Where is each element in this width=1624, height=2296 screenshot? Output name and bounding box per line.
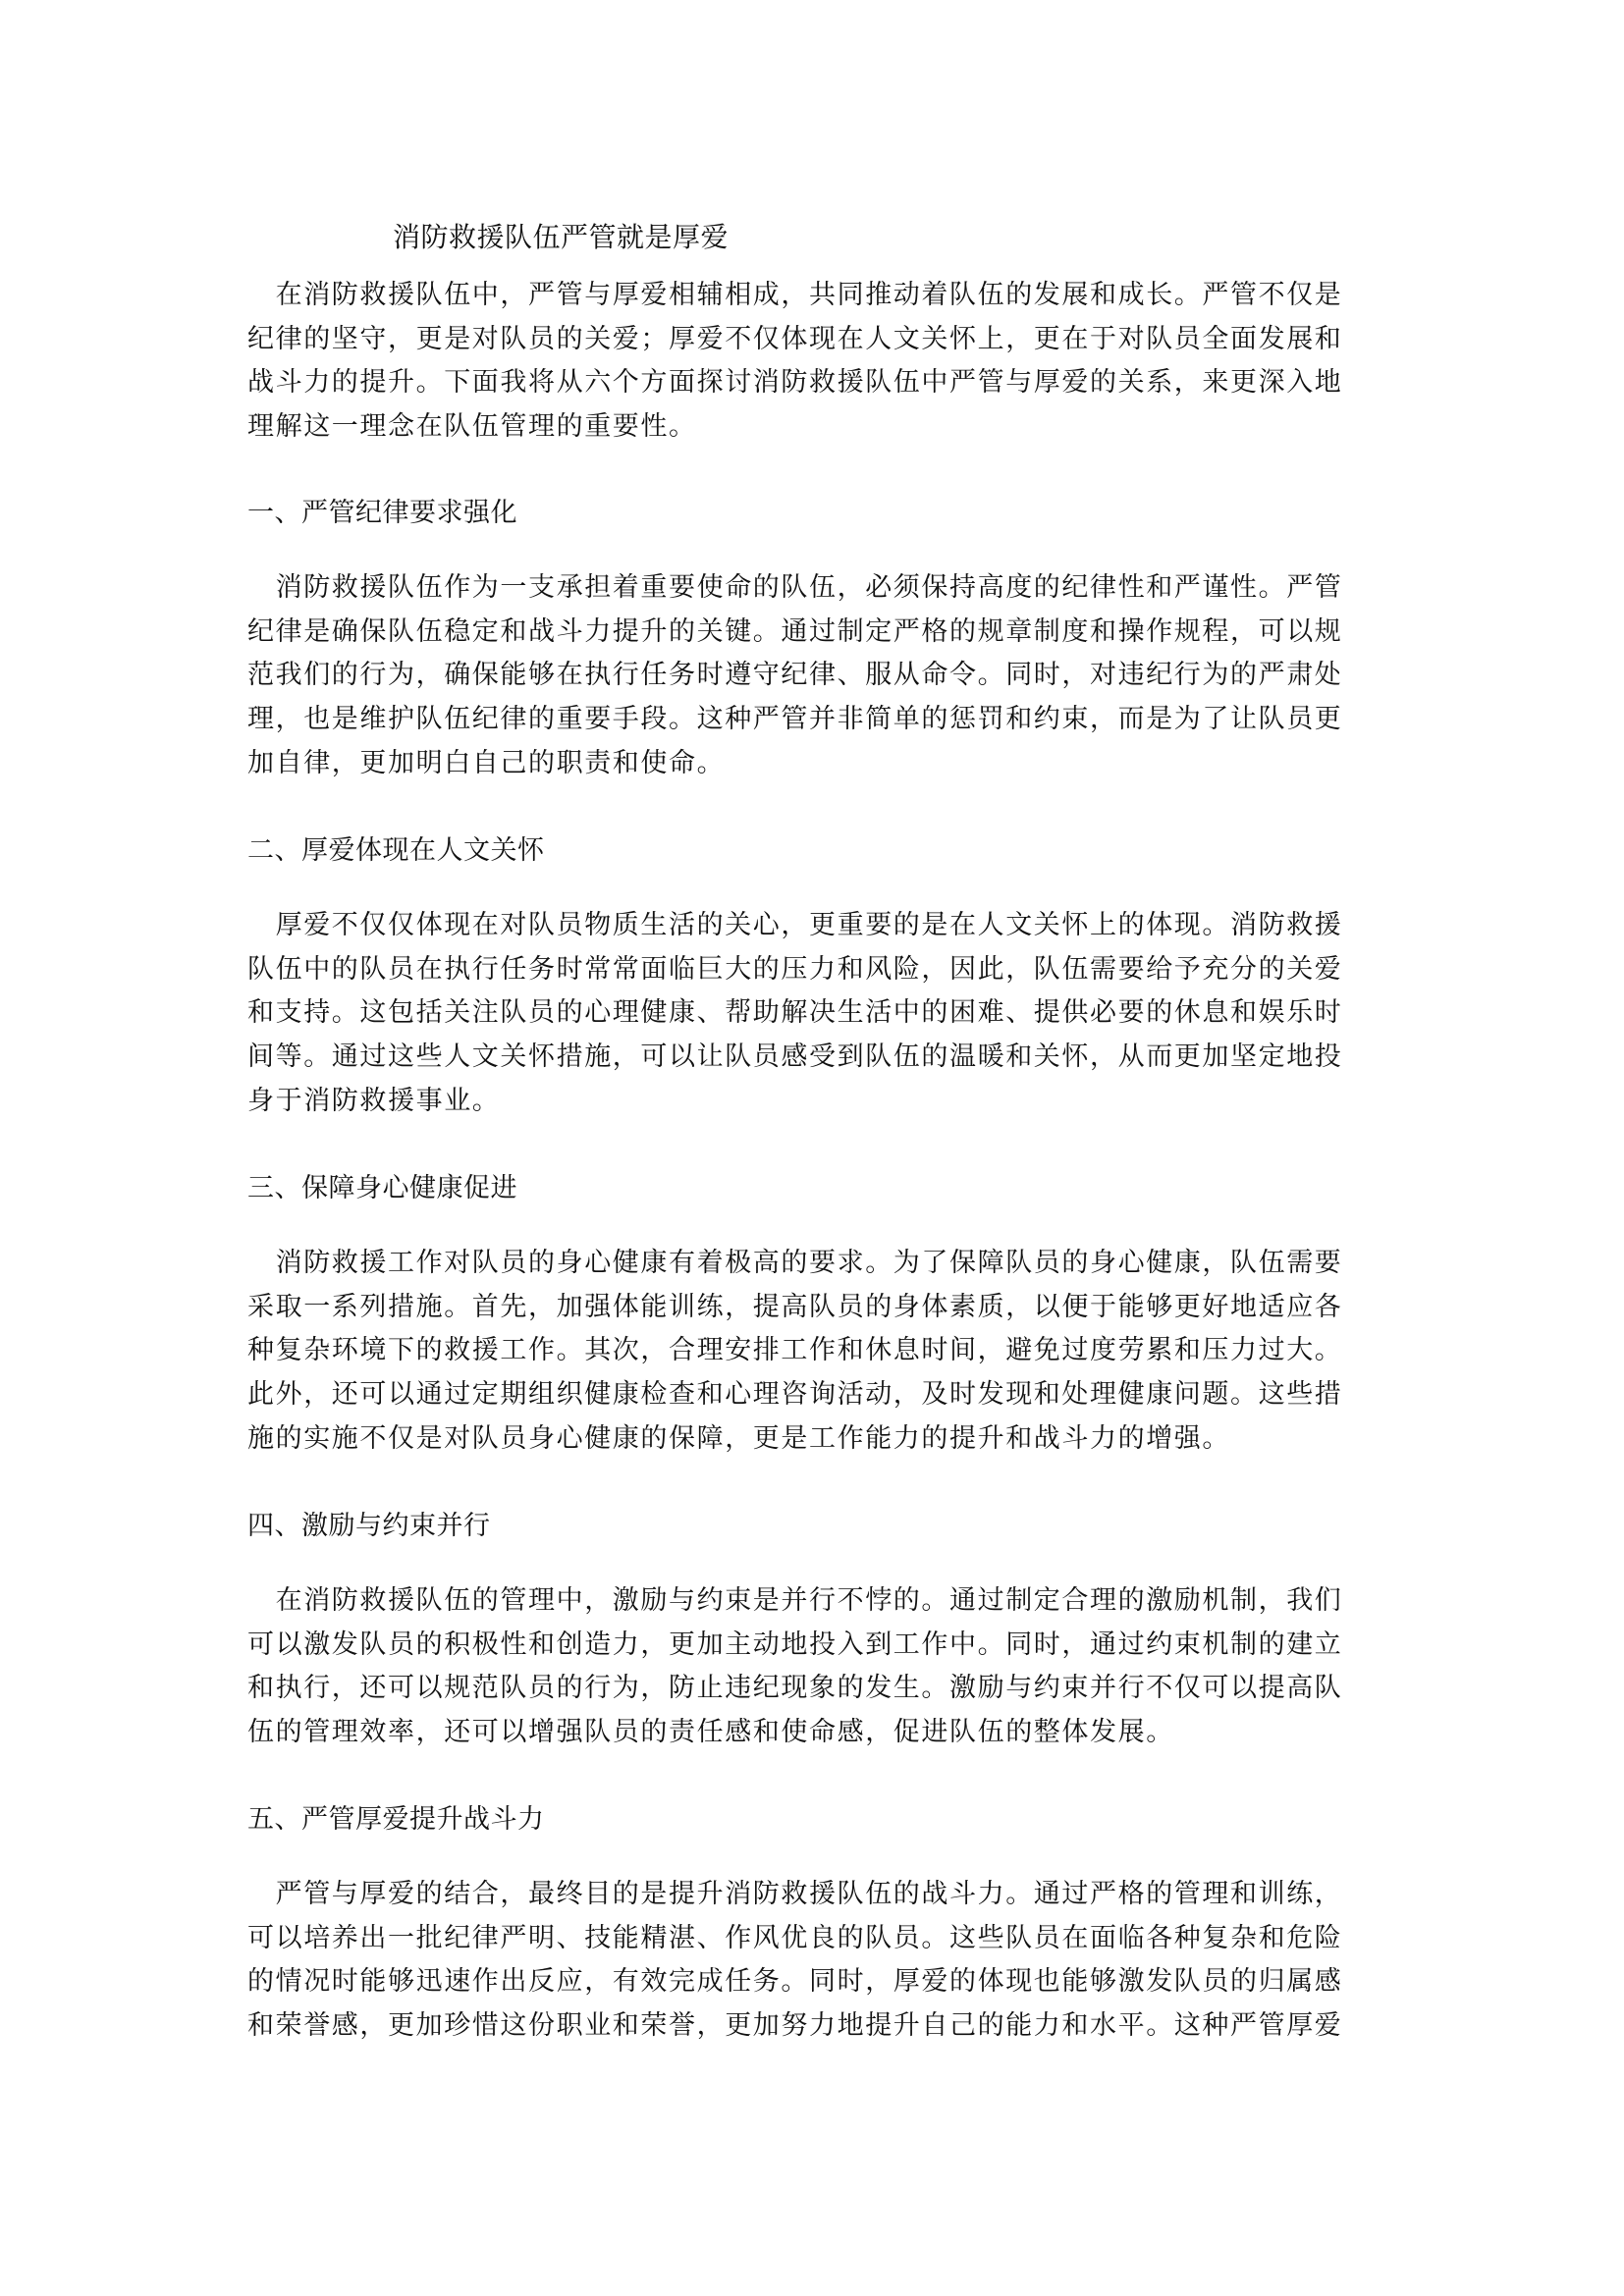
section-heading-5: 五、严管厚爱提升战斗力 bbox=[247, 1804, 545, 1835]
section-heading-1: 一、严管纪律要求强化 bbox=[247, 498, 517, 528]
paragraph-line: 理解这一理念在队伍管理的重要性。 bbox=[247, 411, 697, 443]
paragraph-line: 间等。通过这些人文关怀措施，可以让队员感受到队伍的温暖和关怀，从而更加坚定地投 bbox=[247, 1041, 1343, 1073]
paragraph-line: 和支持。这包括关注队员的心理健康、帮助解决生活中的困难、提供必要的休息和娱乐时 bbox=[247, 997, 1343, 1029]
paragraph-line: 和执行，还可以规范队员的行为，防止违纪现象的发生。激励与约束并行不仅可以提高队 bbox=[247, 1673, 1343, 1704]
paragraph-line: 可以培养出一批纪律严明、技能精湛、作风优良的队员。这些队员在面临各种复杂和危险 bbox=[247, 1922, 1343, 1953]
paragraph-line: 加自律，更加明白自己的职责和使命。 bbox=[247, 747, 726, 778]
section-paragraph-1 bbox=[247, 566, 1396, 785]
paragraph-line: 纪律是确保队伍稳定和战斗力提升的关键。通过制定严格的规章制度和操作规程，可以规 bbox=[247, 615, 1343, 647]
paragraph-line: 施的实施不仅是对队员身心健康的保障，更是工作能力的提升和战斗力的增强。 bbox=[247, 1422, 1230, 1454]
paragraph-line: 种复杂环境下的救援工作。其次，合理安排工作和休息时间，避免过度劳累和压力过大。 bbox=[247, 1335, 1343, 1366]
paragraph-line: 纪律的坚守，更是对队员的关爱；厚爱不仅体现在人文关怀上，更在于对队员全面发展和 bbox=[247, 323, 1343, 354]
document-title: 消防救援队伍严管就是厚爱 bbox=[393, 221, 730, 253]
paragraph-line: 严管与厚爱的结合，最终目的是提升消防救援队伍的战斗力。通过严格的管理和训练， bbox=[247, 1879, 1343, 1909]
paragraph-line: 可以激发队员的积极性和创造力，更加主动地投入到工作中。同时，通过约束机制的建立 bbox=[247, 1629, 1343, 1660]
paragraph-line: 理，也是维护队伍纪律的重要手段。这种严管并非简单的惩罚和约束，而是为了让队员更 bbox=[247, 704, 1343, 735]
paragraph-line: 在消防救援队伍中，严管与厚爱相辅相成，共同推动着队伍的发展和成长。严管不仅是 bbox=[247, 280, 1343, 310]
paragraph-line: 伍的管理效率，还可以增强队员的责任感和使命感，促进队伍的整体发展。 bbox=[247, 1717, 1174, 1748]
paragraph-line: 此外，还可以通过定期组织健康检查和心理咨询活动，及时发现和处理健康问题。这些措 bbox=[247, 1379, 1343, 1411]
section-heading-2: 二、厚爱体现在人文关怀 bbox=[247, 835, 545, 866]
section-heading-4: 四、激励与约束并行 bbox=[247, 1511, 491, 1541]
paragraph-line: 战斗力的提升。下面我将从六个方面探讨消防救援队伍中严管与厚爱的关系，来更深入地 bbox=[247, 367, 1343, 399]
section-paragraph-5 bbox=[247, 1873, 1396, 2049]
section-heading-3: 三、保障身心健康促进 bbox=[247, 1173, 517, 1203]
paragraph-line: 范我们的行为，确保能够在执行任务时遵守纪律、服从命令。同时，对违纪行为的严肃处 bbox=[247, 660, 1343, 691]
intro-paragraph bbox=[247, 274, 1396, 450]
paragraph-line: 消防救援工作对队员的身心健康有着极高的要求。为了保障队员的身心健康，队伍需要 bbox=[247, 1248, 1343, 1278]
paragraph-line: 的情况时能够迅速作出反应，有效完成任务。同时，厚爱的体现也能够激发队员的归属感 bbox=[247, 1966, 1343, 1998]
paragraph-line: 消防救援队伍作为一支承担着重要使命的队伍，必须保持高度的纪律性和严谨性。严管 bbox=[247, 572, 1343, 603]
paragraph-line: 身于消防救援事业。 bbox=[247, 1085, 501, 1116]
paragraph-line: 在消防救援队伍的管理中，激励与约束是并行不悖的。通过制定合理的激励机制，我们 bbox=[247, 1585, 1343, 1616]
section-paragraph-3 bbox=[247, 1242, 1396, 1461]
paragraph-line: 采取一系列措施。首先，加强体能训练，提高队员的身体素质，以便于能够更好地适应各 bbox=[247, 1291, 1343, 1322]
paragraph-line: 和荣誉感，更加珍惜这份职业和荣誉，更加努力地提升自己的能力和水平。这种严管厚爱 bbox=[247, 2010, 1343, 2042]
paragraph-line: 厚爱不仅仅体现在对队员物质生活的关心，更重要的是在人文关怀上的体现。消防救援 bbox=[247, 910, 1343, 940]
paragraph-line: 队伍中的队员在执行任务时常常面临巨大的压力和风险，因此，队伍需要给予充分的关爱 bbox=[247, 953, 1343, 985]
section-paragraph-4 bbox=[247, 1579, 1396, 1755]
section-paragraph-2 bbox=[247, 904, 1396, 1123]
